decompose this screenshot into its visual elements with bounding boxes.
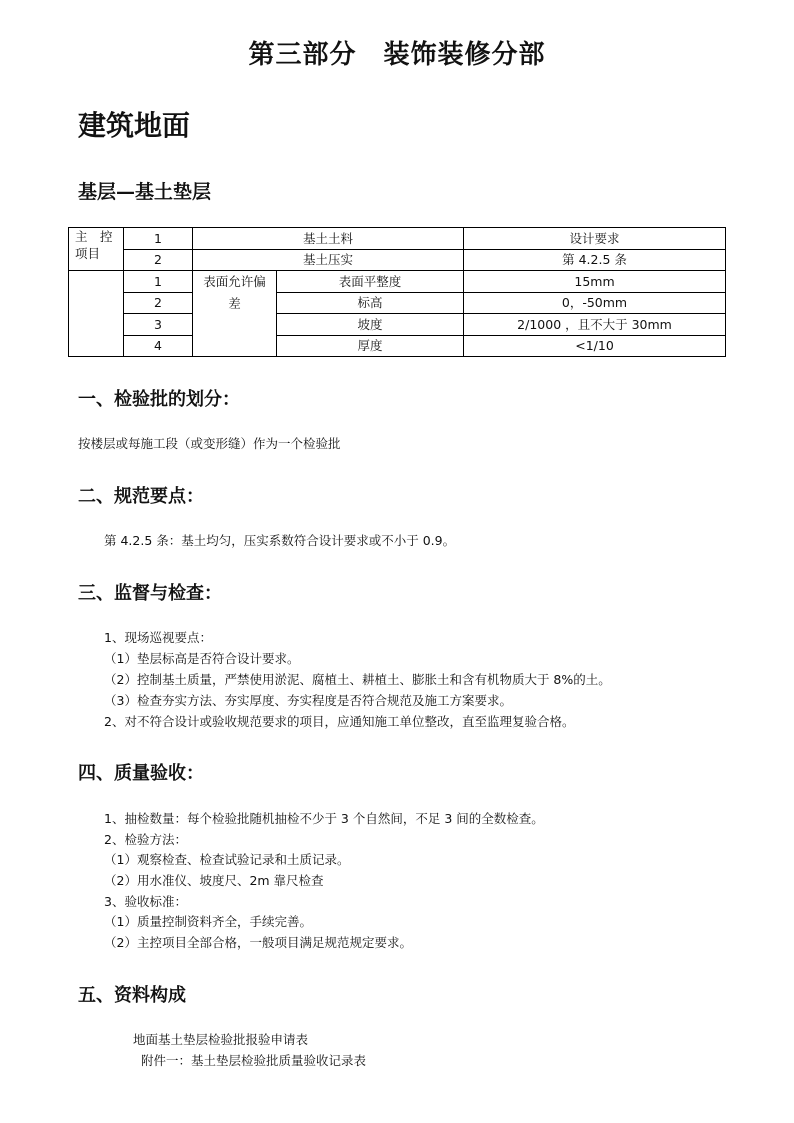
requirement: 设计要求	[464, 228, 726, 250]
list-item: （2）控制基土质量，严禁使用淤泥、腐植土、耕植土、膨胀土和含有机物质大于 8%的土。	[104, 672, 611, 687]
list-item: （2）主控项目全部合格，一般项目满足规范规定要求。	[104, 935, 412, 950]
requirement: 15mm	[464, 271, 726, 293]
item-name: 坡度	[277, 314, 464, 336]
item-name: 厚度	[277, 335, 464, 357]
list-item: 地面基土垫层检验批报验申请表	[133, 1032, 309, 1047]
row-number: 2	[124, 292, 193, 314]
section-1-text: 按楼层或每施工段（或变形缝）作为一个检验批	[78, 436, 341, 451]
list-item: 1、现场巡视要点：	[104, 630, 212, 645]
list-item: 附件一：基土垫层检验批质量验收记录表	[141, 1053, 367, 1068]
item-name: 标高	[277, 292, 464, 314]
section-3-title: 三、监督与检查：	[78, 583, 222, 604]
requirement: 第 4.2.5 条	[464, 249, 726, 271]
tolerance-label: 表面允许偏差	[193, 271, 277, 357]
requirements-table	[68, 227, 726, 357]
section-1-title: 一、检验批的划分：	[78, 389, 240, 410]
table-row	[69, 292, 726, 314]
item-name: 基土压实	[193, 249, 464, 271]
list-item: （1）观察检查、检查试验记录和土质记录。	[104, 852, 350, 867]
list-item: （1）垫层标高是否符合设计要求。	[104, 651, 300, 666]
table-row	[69, 271, 726, 293]
document-title: 第三部分 装饰装修分部	[248, 40, 546, 70]
heading-base-layer: 基层—基土垫层	[78, 181, 212, 203]
section-2-text: 第 4.2.5 条：基土均匀，压实系数符合设计要求或不小于 0.9。	[104, 533, 456, 548]
row-number: 1	[124, 228, 193, 250]
row-number: 1	[124, 271, 193, 293]
row-number: 2	[124, 249, 193, 271]
main-control-label: 主 控 项目	[69, 228, 124, 271]
section-2-title: 二、规范要点：	[78, 486, 204, 507]
list-item: （2）用水准仪、坡度尺、2m 靠尺检查	[104, 873, 324, 888]
list-item: 2、对不符合设计或验收规范要求的项目，应通知施工单位整改，直至监理复验合格。	[104, 714, 575, 729]
list-item: （1）质量控制资料齐全，手续完善。	[104, 914, 312, 929]
list-item: 1、抽检数量：每个检验批随机抽检不少于 3 个自然间，不足 3 间的全数检查。	[104, 811, 544, 826]
requirement: 0，-50mm	[464, 292, 726, 314]
heading-building-floor: 建筑地面	[78, 109, 191, 142]
table-row	[69, 228, 726, 250]
table-row	[69, 314, 726, 336]
requirement: <1/10	[464, 335, 726, 357]
section-4-title: 四、质量验收：	[78, 763, 204, 784]
table-row	[69, 335, 726, 357]
empty-cell	[69, 271, 124, 357]
list-item: 2、检验方法：	[104, 832, 187, 847]
item-name: 基土土料	[193, 228, 464, 250]
row-number: 3	[124, 314, 193, 336]
list-item: 3、验收标准：	[104, 894, 187, 909]
section-5-title: 五、资料构成	[78, 985, 186, 1006]
row-number: 4	[124, 335, 193, 357]
item-name: 表面平整度	[277, 271, 464, 293]
table-row	[69, 249, 726, 271]
list-item: （3）检查夯实方法、夯实厚度、夯实程度是否符合规范及施工方案要求。	[104, 693, 512, 708]
requirement: 2/1000 ，且不大于 30mm	[464, 314, 726, 336]
